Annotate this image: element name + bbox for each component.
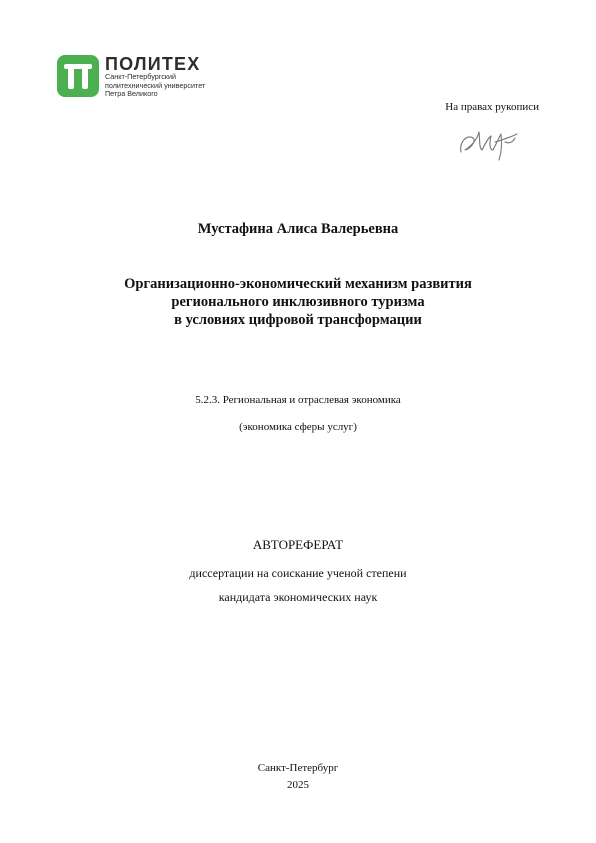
specialty-note: (экономика сферы услуг)	[239, 421, 357, 433]
specialty: 5.2.3. Региональная и отраслевая экономика	[195, 394, 401, 406]
logo-subtitle	[105, 73, 235, 99]
degree-line: диссертации на соискание ученой степени	[189, 566, 407, 580]
handwritten-signature	[455, 120, 525, 165]
author-name: Мустафина Алиса Валерьевна	[197, 221, 399, 237]
title-line: регионального инклюзивного туризма	[171, 294, 425, 310]
rights-note: На правах рукописи	[445, 101, 539, 113]
year: 2025	[287, 779, 309, 791]
title-line: в условиях цифровой трансформации	[174, 312, 422, 328]
logo-subtitle-line: политехнический университет	[105, 80, 206, 90]
logo-subtitle-line: Петра Великого	[105, 89, 158, 99]
degree-line: кандидата экономических наук	[218, 590, 378, 604]
dissertation-title	[0, 275, 596, 329]
logo-subtitle-line: Санкт-Петербургский	[105, 72, 176, 81]
politech-logo-icon	[57, 55, 99, 97]
logo-name: ПОЛИТЕХ	[105, 54, 201, 74]
title-line: Организационно-экономический механизм развития	[124, 276, 472, 292]
city: Санкт-Петербург	[257, 762, 339, 774]
university-logo	[57, 55, 227, 103]
document-type: АВТОРЕФЕРАТ	[252, 537, 344, 552]
